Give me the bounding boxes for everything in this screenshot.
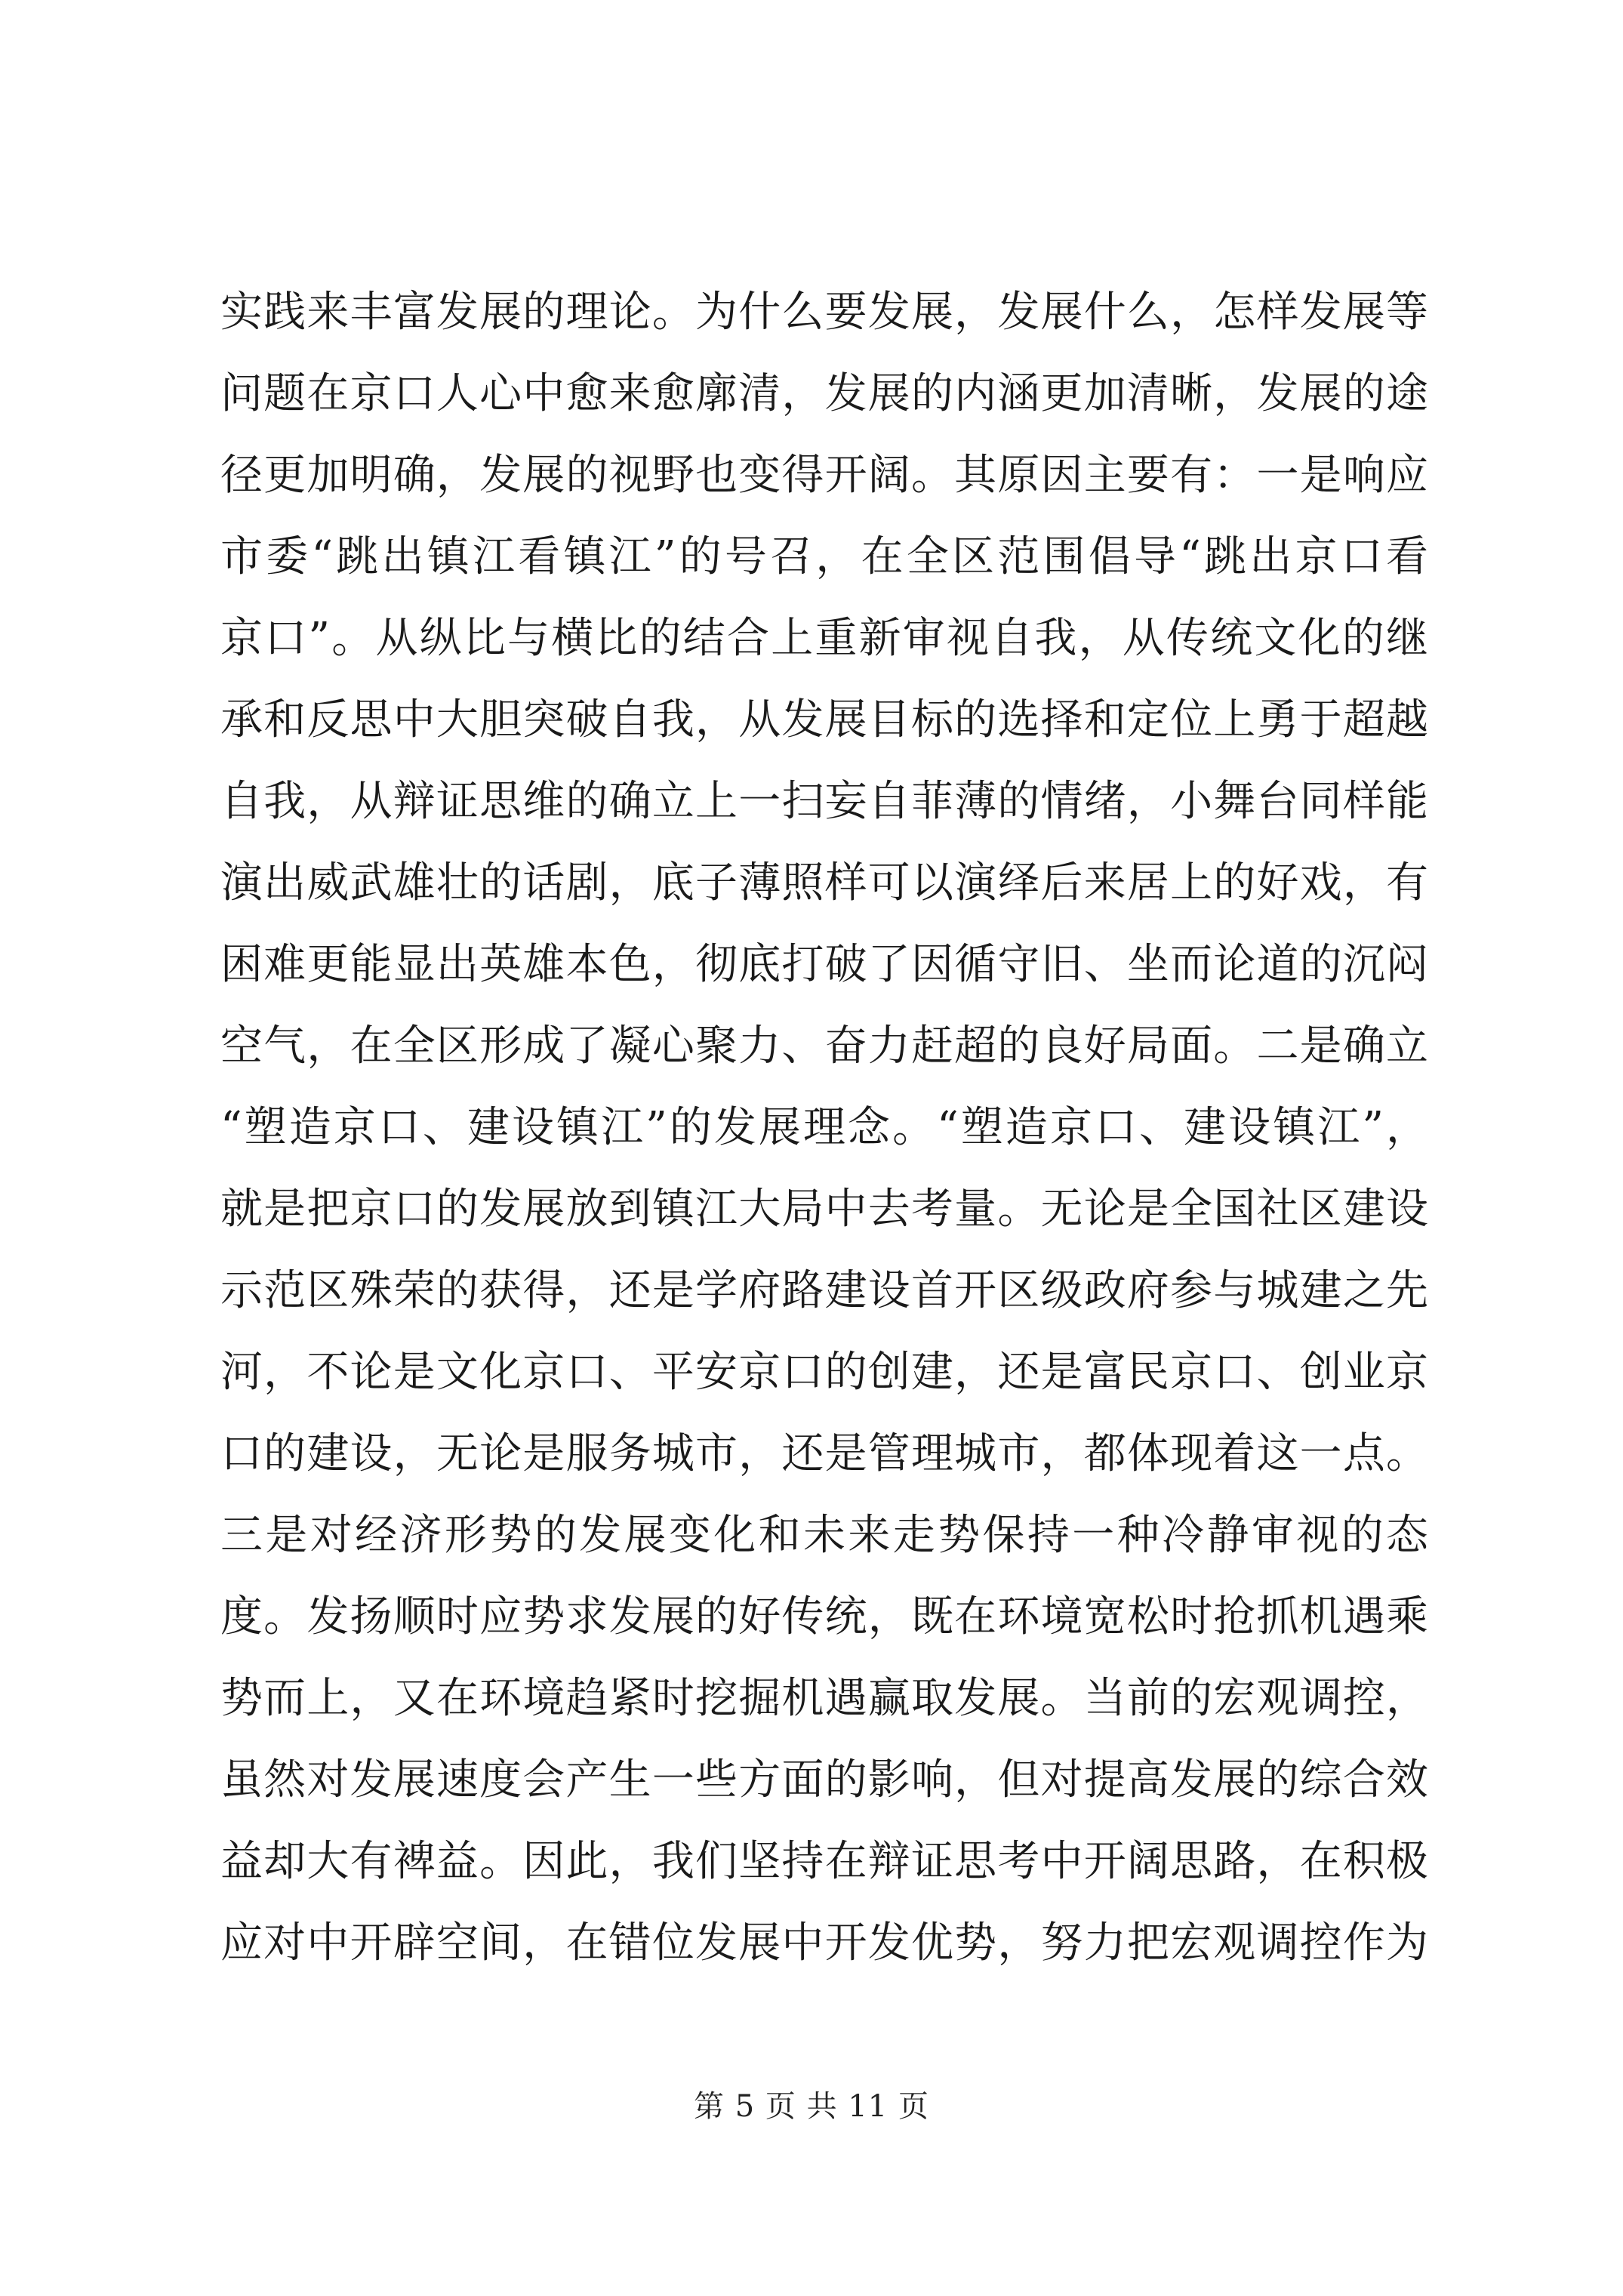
text-line: 实践来丰富发展的理论。为什么要发展，发展什么，怎样发展等: [220, 288, 1428, 337]
page-footer: 第 5 页 共 11 页: [694, 2089, 929, 2124]
text-line: 承和反思中大胆突破自我，从发展目标的选择和定位上勇于超越: [220, 695, 1428, 744]
body-text: [220, 272, 1428, 1984]
text-line: 困难更能显出英雄本色，彻底打破了因循守旧、坐而论道的沉闷: [220, 940, 1428, 989]
text-line: 市委“跳出镇江看镇江”的号召，在全区范围倡导“跳出京口看: [220, 532, 1428, 581]
text-line: 虽然对发展速度会产生一些方面的影响，但对提高发展的综合效: [220, 1755, 1428, 1804]
text-line: 三是对经济形势的发展变化和未来走势保持一种冷静审视的态: [220, 1511, 1428, 1560]
text-line: 口的建设，无论是服务城市，还是管理城市，都体现着这一点。: [220, 1429, 1428, 1478]
text-line: 径更加明确，发展的视野也变得开阔。其原因主要有：一是响应: [220, 451, 1428, 500]
text-line: 应对中开辟空间，在错位发展中开发优势，努力把宏观调控作为: [220, 1918, 1428, 1968]
text-line: 示范区殊荣的获得，还是学府路建设首开区级政府参与城建之先: [220, 1266, 1428, 1315]
text-line: 京口”。从纵比与横比的结合上重新审视自我，从传统文化的继: [220, 614, 1428, 663]
text-line: 空气，在全区形成了凝心聚力、奋力赶超的良好局面。二是确立: [220, 1022, 1428, 1071]
text-line: 演出威武雄壮的话剧，底子薄照样可以演绎后来居上的好戏，有: [220, 858, 1428, 908]
text-line: 势而上，又在环境趋紧时挖掘机遇赢取发展。当前的宏观调控，: [220, 1674, 1428, 1723]
text-line: 度。发扬顺时应势求发展的好传统，既在环境宽松时抢抓机遇乘: [220, 1592, 1428, 1641]
text-line: 问题在京口人心中愈来愈廓清，发展的内涵更加清晰，发展的途: [220, 369, 1428, 418]
text-line: 自我，从辩证思维的确立上一扫妄自菲薄的情绪，小舞台同样能: [220, 777, 1428, 826]
text-line: 益却大有裨益。因此，我们坚持在辩证思考中开阔思路，在积极: [220, 1837, 1428, 1886]
text-line: 就是把京口的发展放到镇江大局中去考量。无论是全国社区建设: [220, 1185, 1428, 1234]
text-line: 河，不论是文化京口、平安京口的创建，还是富民京口、创业京: [220, 1348, 1428, 1397]
text-line: “塑造京口、建设镇江”的发展理念。“塑造京口、建设镇江”，: [220, 1103, 1428, 1152]
